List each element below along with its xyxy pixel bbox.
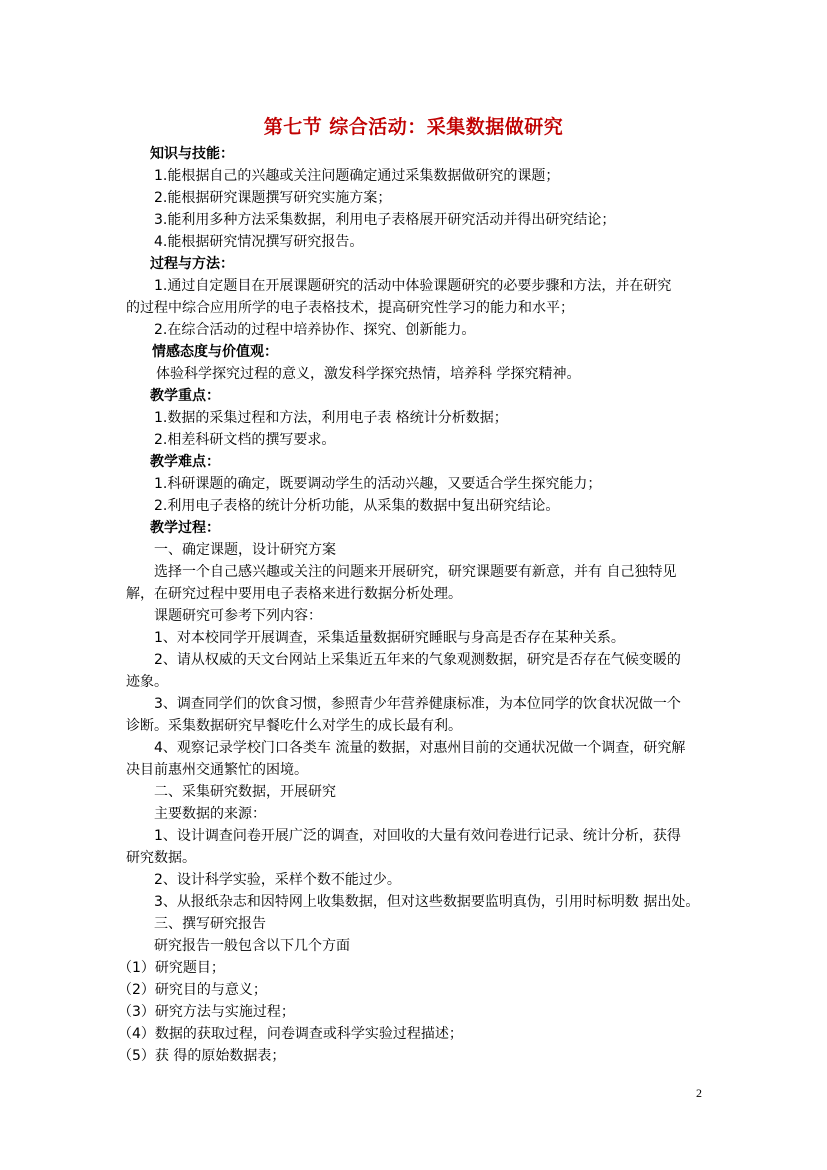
paragraph-line: 解，在研究过程中要用电子表格来进行数据分析处理。 <box>126 586 462 602</box>
paragraph-line: 选择一个自己感兴趣或关注的问题来开展研究，研究课题要有新意，并有 自己独特见 <box>154 564 677 580</box>
paragraph-line: 1.能根据自己的兴趣或关注问题确定通过采集数据做研究的课题； <box>154 168 560 184</box>
paragraph-line: 1.数据的采集过程和方法，利用电子表 格统计分析数据； <box>154 410 508 426</box>
list-item: （2）研究目的与意义； <box>118 982 267 998</box>
paragraph-line: 迹象。 <box>126 674 168 690</box>
paragraph-line: 3.能利用多种方法采集数据，利用电子表格展开研究活动并得出研究结论； <box>154 212 616 228</box>
section-heading-line: 二、采集研究数据，开展研究 <box>154 784 336 800</box>
heading-knowledge-skills: 知识与技能： <box>150 146 234 162</box>
list-item: （4）数据的获取过程，问卷调查或科学实验过程描述； <box>118 1026 463 1042</box>
heading-teaching-difficulty: 教学难点： <box>150 454 220 470</box>
paragraph-line: 3、调查同学们的饮食习惯，参照青少年营养健康标准，为本位同学的饮食状况做一个 <box>154 696 681 712</box>
paragraph-line: 3、从报纸杂志和因特网上收集数据，但对这些数据要监明真伪，引用时标明数 据出处。 <box>154 894 700 910</box>
paragraph-line: 研究报告一般包含以下几个方面 <box>154 938 350 954</box>
paragraph-line: 决目前惠州交通繁忙的困境。 <box>126 762 308 778</box>
heading-attitude-values: 情感态度与价值观： <box>152 344 278 360</box>
paragraph-line: 研究数据。 <box>126 850 196 866</box>
paragraph-line: 1.通过自定题目在开展课题研究的活动中体验课题研究的必要步骤和方法，并在研究 <box>154 278 672 294</box>
paragraph-line: 2.利用电子表格的统计分析功能，从采集的数据中复出研究结论。 <box>154 498 560 514</box>
page-number: 2 <box>696 1086 702 1100</box>
paragraph-line: 2.在综合活动的过程中培养协作、探究、创新能力。 <box>154 322 476 338</box>
paragraph-line: 的过程中综合应用所学的电子表格技术，提高研究性学习的能力和水平； <box>126 300 574 316</box>
section-heading-line: 一、确定课题，设计研究方案 <box>154 542 336 558</box>
heading-process-methods: 过程与方法： <box>150 256 234 272</box>
list-item: （1）研究题目； <box>118 960 225 976</box>
paragraph-line: 体验科学探究过程的意义，激发科学探究热情，培养科 学探究精神。 <box>156 366 581 382</box>
heading-teaching-focus: 教学重点： <box>150 388 220 404</box>
paragraph-line: 2、设计科学实验，采样个数不能过少。 <box>154 872 401 888</box>
paragraph-line: 1.科研课题的确定，既要调动学生的活动兴趣，又要适合学生探究能力； <box>154 476 602 492</box>
list-item: （3）研究方法与实施过程； <box>118 1004 295 1020</box>
paragraph-line: 1、设计调查问卷开展广泛的调查，对回收的大量有效问卷进行记录、统计分析，获得 <box>154 828 681 844</box>
paragraph-line: 4.能根据研究情况撰写研究报告。 <box>154 234 364 250</box>
paragraph-line: 2、请从权威的天文台网站上采集近五年来的气象观测数据，研究是否存在气候变暖的 <box>154 652 681 668</box>
document-title: 第七节 综合活动：采集数据做研究 <box>263 116 564 138</box>
heading-teaching-process: 教学过程： <box>150 520 220 536</box>
paragraph-line: 4、观察记录学校门口各类车 流量的数据，对惠州目前的交通状况做一个调查，研究解 <box>154 740 686 756</box>
paragraph-line: 2.能根据研究课题撰写研究实施方案； <box>154 190 392 206</box>
paragraph-line: 2.相差科研文档的撰写要求。 <box>154 432 336 448</box>
paragraph-line: 主要数据的来源： <box>154 806 266 822</box>
list-item: （5）获 得的原始数据表； <box>118 1048 286 1064</box>
section-heading-line: 三、撰写研究报告 <box>154 916 266 932</box>
paragraph-line: 1、对本校同学开展调查，采集适量数据研究睡眠与身高是否存在某种关系。 <box>154 630 625 646</box>
paragraph-line: 课题研究可参考下列内容： <box>154 608 322 624</box>
paragraph-line: 诊断。采集数据研究早餐吃什么对学生的成长最有利。 <box>126 718 462 734</box>
